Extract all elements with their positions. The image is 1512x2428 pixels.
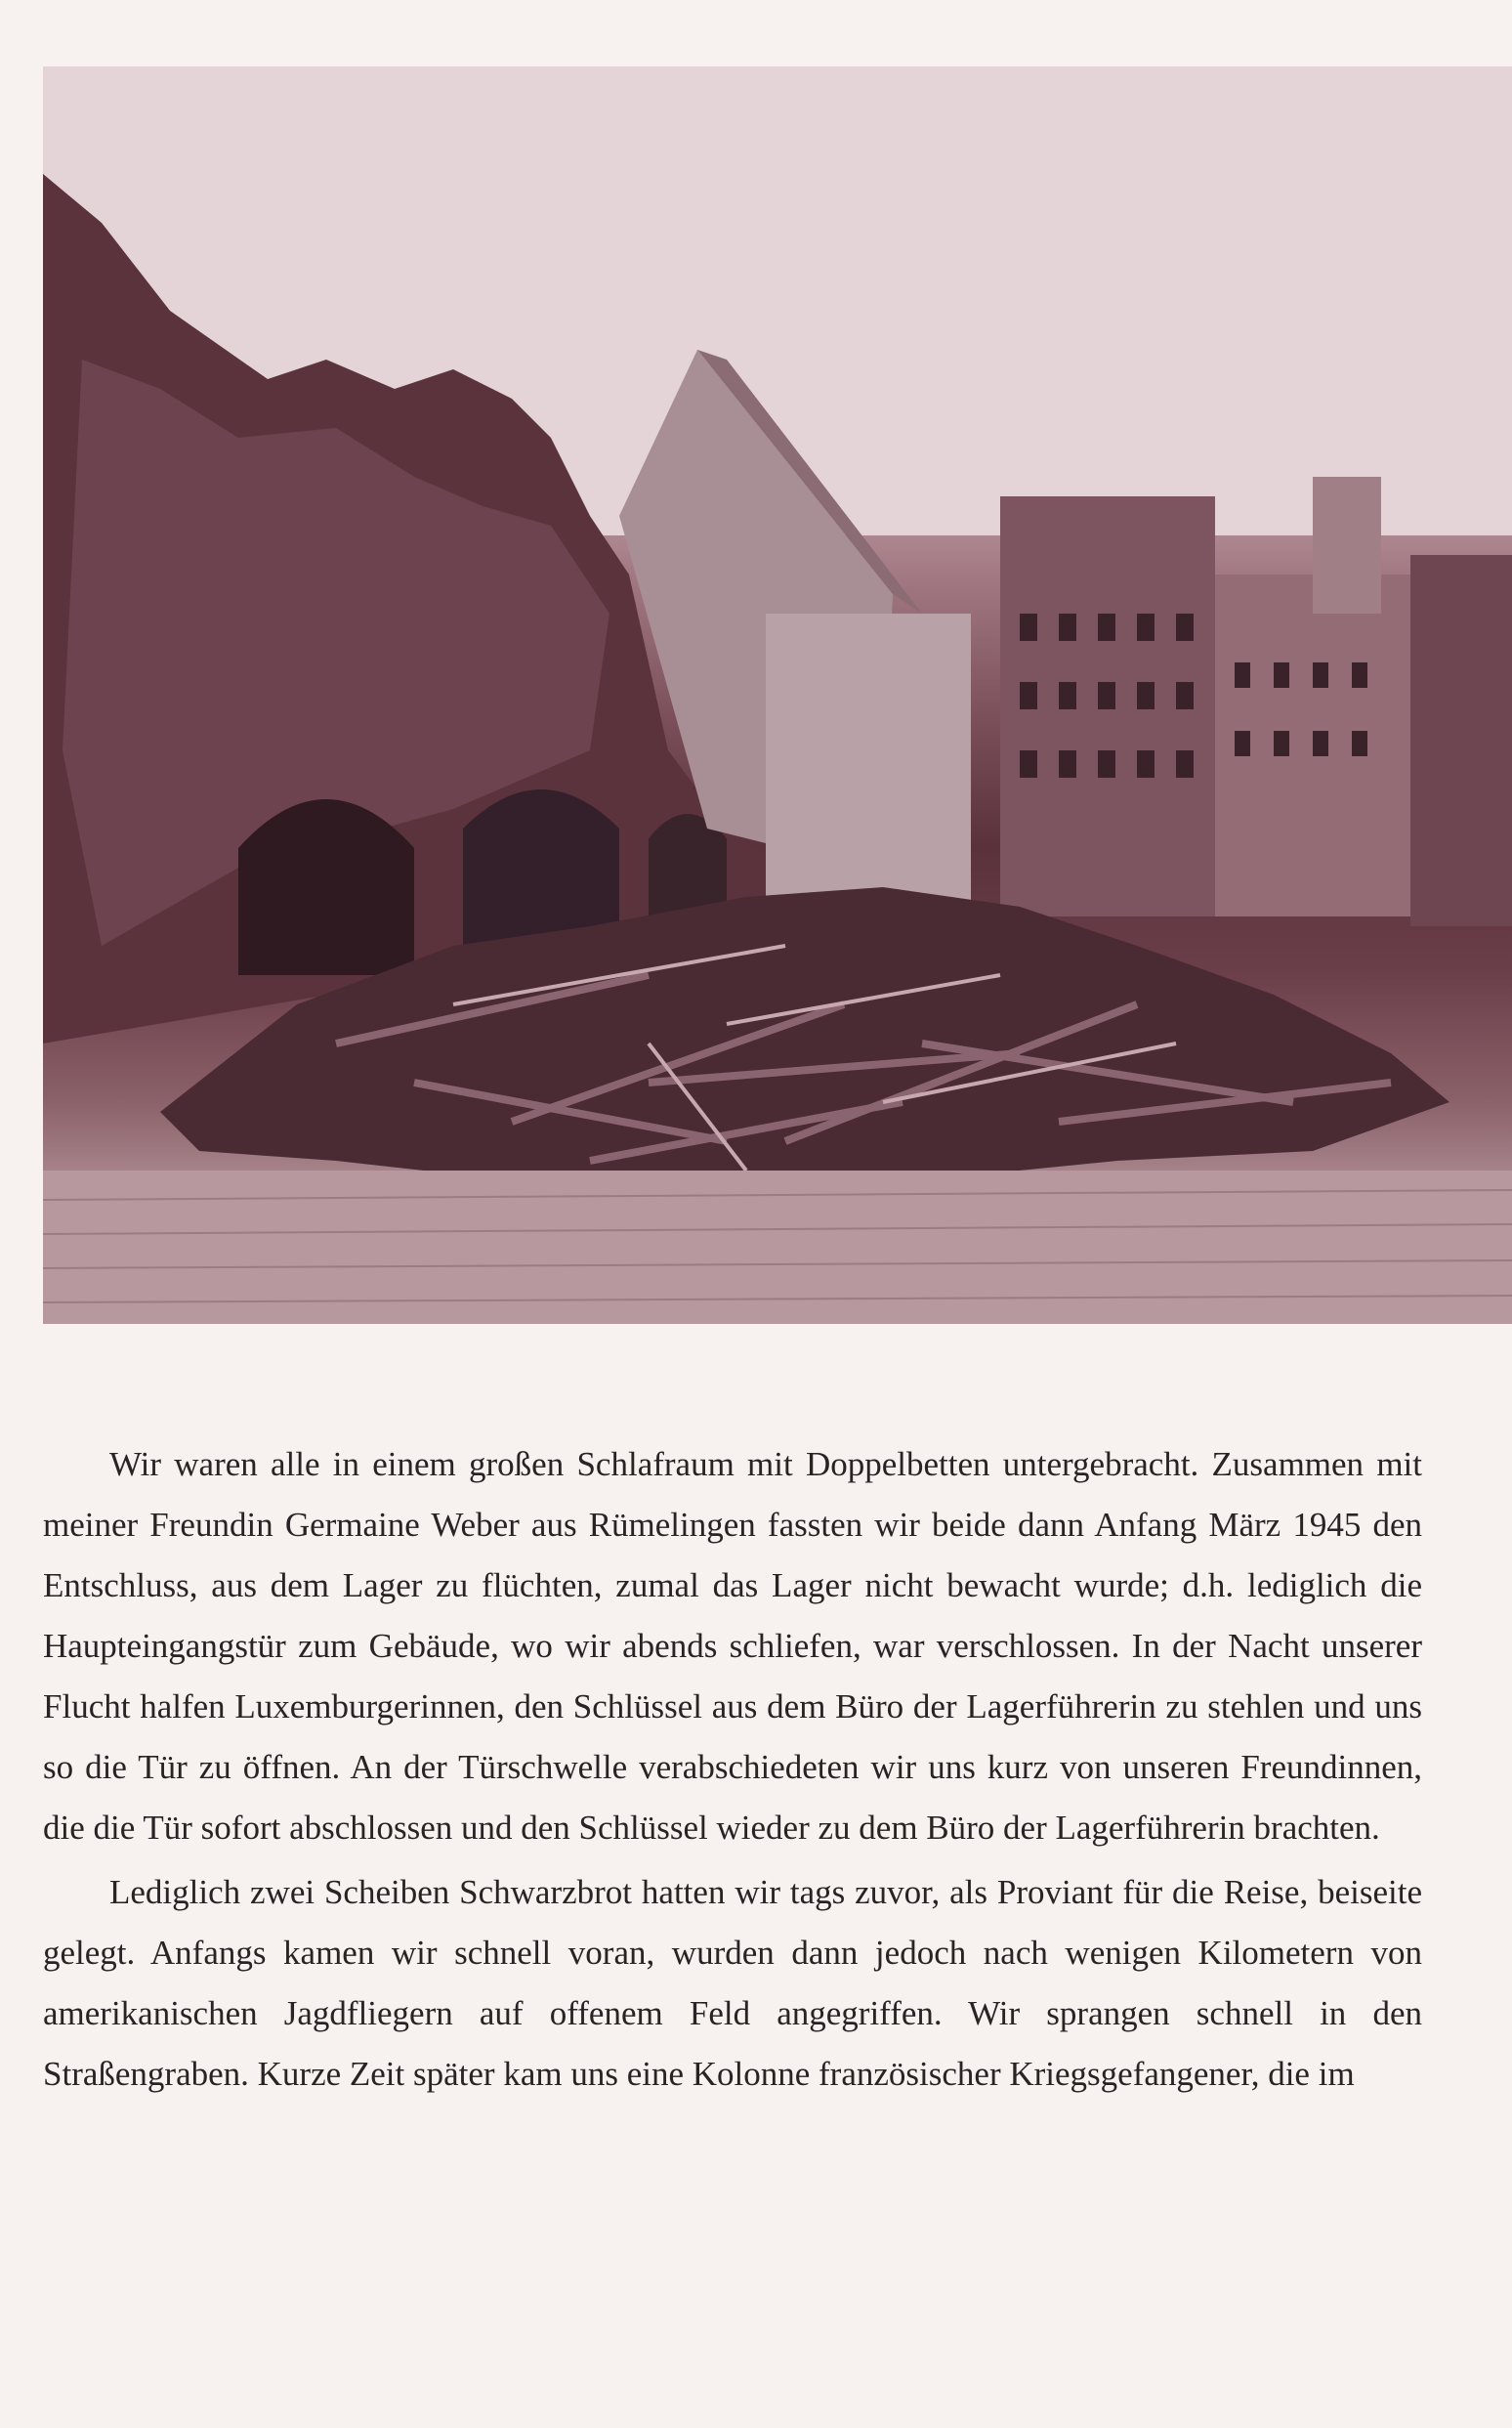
- paragraph-2: Lediglich zwei Scheiben Schwarzbrot hatten wir tags zuvor, als Proviant für die Reise, beiseite gelegt. Anfangs kamen wir schnell voran, wurden dann jedoch nach wenigen Kilometern von amerikanischen Jagdfliegern auf offenem Feld angegriffen. Wir sprangen schnell in den Straßengraben. Kurze Zeit später kam uns eine Kolonne französischer Kriegsgefangener, die im: [43, 1873, 1422, 2093]
- body-text: [43, 1434, 1422, 2105]
- ruins-photograph: [43, 66, 1512, 1324]
- ruins-photo-icon: [43, 66, 1512, 1324]
- paragraph-1: Wir waren alle in einem großen Schlafraum mit Doppelbetten untergebracht. Zusammen mit meiner Freundin Germaine Weber aus Rümelingen fassten wir beide dann Anfang März 1945 den Entschluss, aus dem Lager zu flüchten, zumal das Lager nicht bewacht wurde; d.h. lediglich die Haupteingangstür zum Gebäude, wo wir abends schliefen, war verschlossen. In der Nacht unserer Flucht halfen Luxemburgerinnen, den Schlüssel aus dem Büro der Lagerführerin zu stehlen und uns so die Tür zu öffnen. An der Türschwelle verabschiedeten wir uns kurz von unseren Freundinnen, die die Tür sofort abschlossen und den Schlüssel wieder zu dem Büro der Lagerführerin brachten.: [43, 1445, 1422, 1847]
